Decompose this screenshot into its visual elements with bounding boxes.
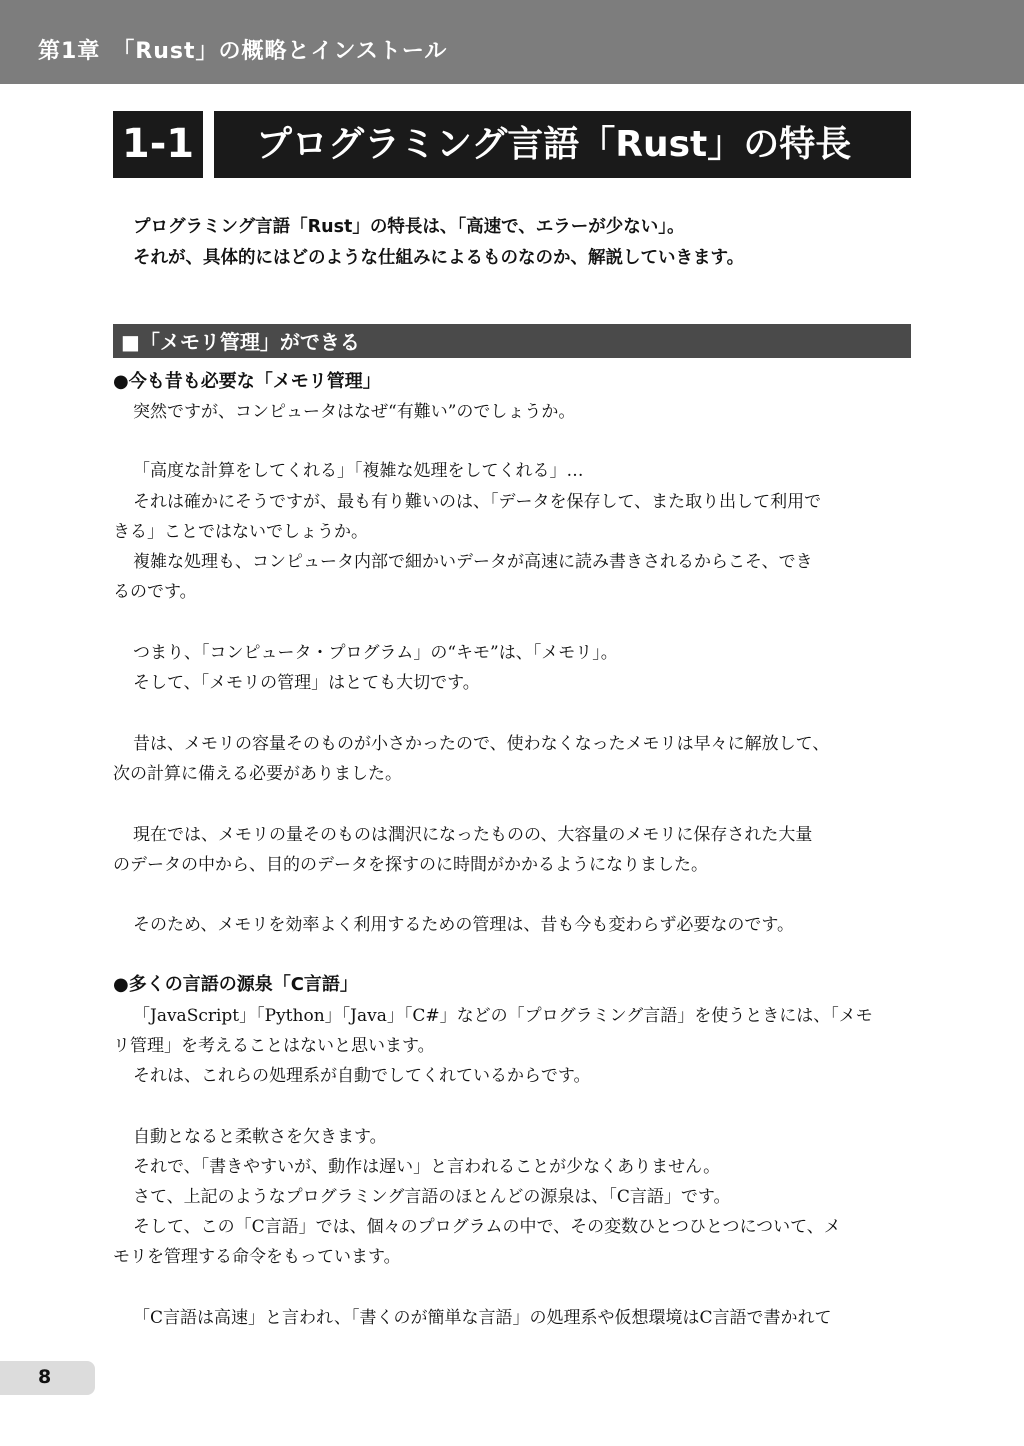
- paragraph-line: 「JavaScript」「Python」「Java」「C#」などの「プログラミング言語」を使うときには、「メモ: [133, 1006, 873, 1026]
- subsection-heading: ■「メモリ管理」ができる: [113, 324, 911, 358]
- paragraph-line: さて、上記のようなプログラミング言語のほとんどの源泉は、「C言語」です。: [133, 1187, 731, 1207]
- paragraph-line: 自動となると柔軟さを欠きます。: [133, 1127, 387, 1147]
- paragraph-line: 「高度な計算をしてくれる」「複雑な処理をしてくれる」…: [133, 461, 584, 481]
- page-number-tab: [0, 1361, 95, 1395]
- page-number: 8: [38, 1366, 52, 1388]
- chapter-header: [0, 0, 1024, 84]
- paragraph-line: それは確かにそうですが、最も有り難いのは、「データを保存して、また取り出して利用で: [133, 492, 822, 512]
- lead-line-2: それが、具体的にはどのような仕組みによるものなのか、解説していきます。: [133, 248, 745, 268]
- paragraph-line: 「C言語は高速」と言われ、「書くのが簡単な言語」の処理系や仮想環境はC言語で書かれて: [133, 1308, 832, 1328]
- paragraph-line: そして、この「C言語」では、個々のプログラムの中で、その変数ひとつひとつについて、メ: [133, 1217, 841, 1237]
- paragraph-line: 複雑な処理も、コンピュータ内部で細かいデータが高速に読み書きされるからこそ、でき: [133, 552, 813, 572]
- paragraph-line: そして、「メモリの管理」はとても大切です。: [133, 673, 480, 693]
- paragraph-line: 昔は、メモリの容量そのものが小さかったので、使わなくなったメモリは早々に解放して、: [133, 734, 830, 754]
- paragraph-line: 次の計算に備える必要がありました。: [113, 764, 402, 784]
- paragraph-line: 現在では、メモリの量そのものは潤沢になったものの、大容量のメモリに保存された大量: [133, 825, 813, 845]
- section-title: プログラミング言語「Rust」の特長: [214, 111, 911, 178]
- chapter-title: 第1章 「Rust」の概略とインストール: [38, 39, 448, 64]
- paragraph-line: つまり、「コンピュータ・プログラム」の“キモ”は、「メモリ」。: [133, 643, 618, 663]
- heading-memory-management: ●今も昔も必要な「メモリ管理」: [113, 371, 381, 392]
- paragraph-line: モリを管理する命令をもっています。: [113, 1247, 401, 1267]
- paragraph-line: そのため、メモリを効率よく利用するための管理は、昔も今も変わらず必要なのです。: [133, 915, 794, 935]
- paragraph-line: それは、これらの処理系が自動でしてくれているからです。: [133, 1066, 591, 1086]
- paragraph-line: のデータの中から、目的のデータを探すのに時間がかかるようになりました。: [113, 855, 708, 875]
- paragraph-line: るのです。: [113, 582, 197, 602]
- section-number: 1-1: [113, 111, 203, 178]
- paragraph-line: きる」ことではないでしょうか。: [113, 522, 368, 542]
- paragraph-line: リ管理」を考えることはないと思います。: [113, 1036, 435, 1056]
- heading-c-language: ●多くの言語の源泉「C言語」: [113, 974, 358, 995]
- paragraph-line: 突然ですが、コンピュータはなぜ“有難い”のでしょうか。: [133, 402, 576, 422]
- lead-line-1: プログラミング言語「Rust」の特長は、「高速で、エラーが少ない」。: [133, 217, 685, 237]
- paragraph-line: それで、「書きやすいが、動作は遅い」と言われることが少なくありません。: [133, 1157, 721, 1177]
